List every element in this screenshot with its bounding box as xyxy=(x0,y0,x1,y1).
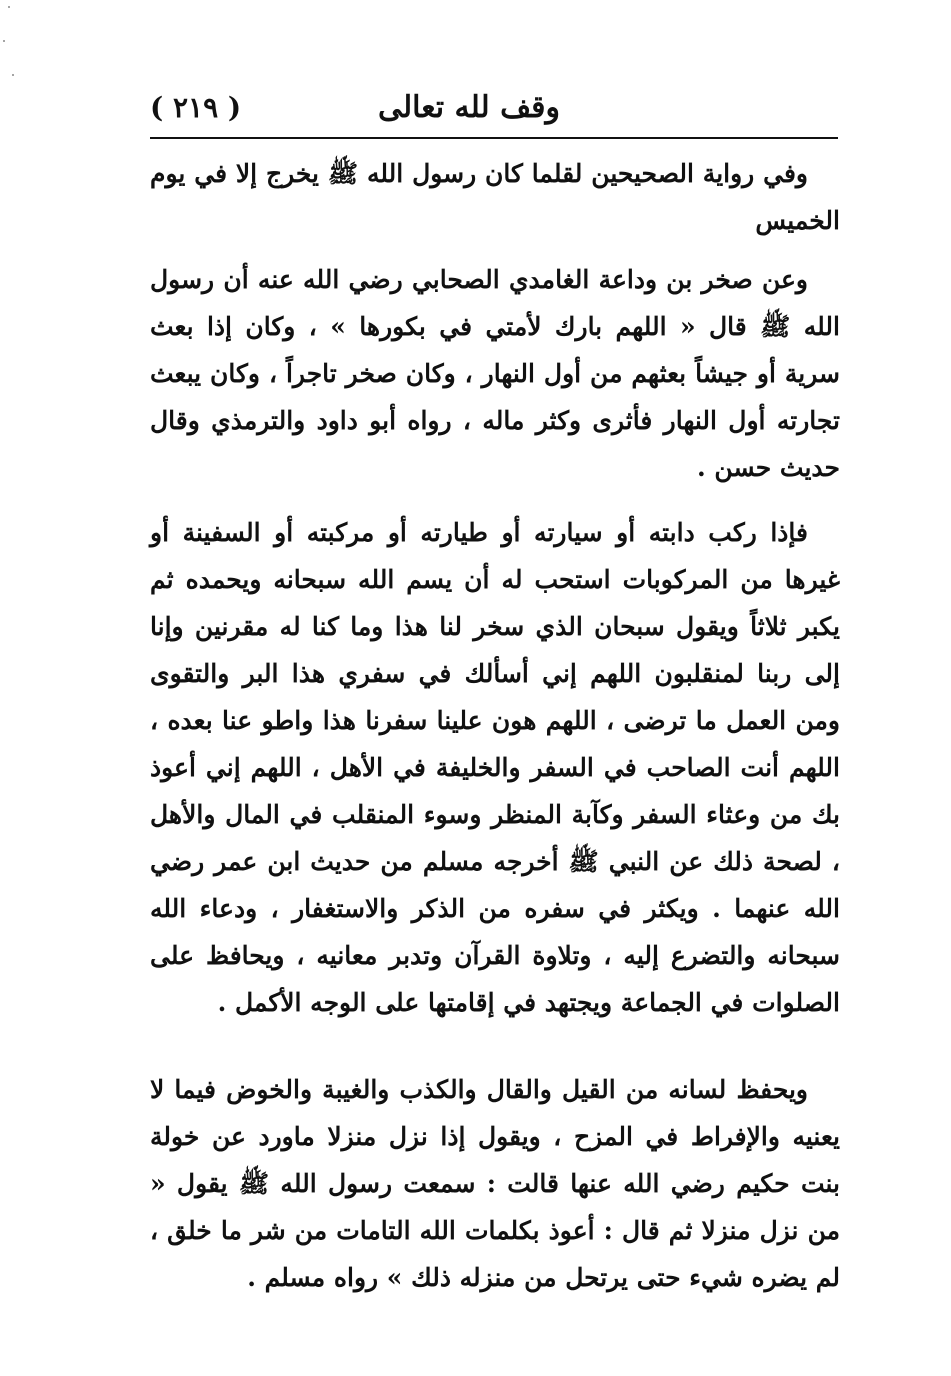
header-rule xyxy=(150,137,838,139)
paragraph-2: وعن صخر بن وداعة الغامدي الصحابي رضي الله عنه أن رسول الله ﷺ قال « اللهم بارك لأمتي في بكورها » ، وكان إذا بعث سرية أو جيشاً بعثهم من أول النهار ، وكان صخر تاجراً ، وكان يبعث تجارته أول النهار فأثرى وكثر ماله ، رواه أبو داود والترمذي وقال حديث حسن . xyxy=(150,265,840,482)
paragraph-3: فإذا ركب دابته أو سيارته أو طيارته أو مركبته أو السفينة أو غيرها من المركوبات استحب له أن يسم الله سبحانه ويحمده ثم يكبر ثلاثاً ويقول سبحان الذي سخر لنا هذا وما كنا له مقرنين وإنا إلى ربنا لمنقلبون اللهم إني أسألك في سفري هذا البر والتقوى ومن العمل ما ترضى ، اللهم هون علينا سفرنا هذا واطو عنا بعده ، اللهم أنت الصاحب في السفر والخليفة في الأهل ، اللهم إني أعوذ بك من وعثاء السفر وكآبة المنظر وسوء المنقلب في المال والأهل ، لصحة ذلك عن النبي ﷺ أخرجه مسلم من حديث ابن عمر رضي الله عنهما . ويكثر في سفره من الذكر والاستغفار ، ودعاء الله سبحانه والتضرع إليه ، وتلاوة القرآن وتدبر معانيه ، ويحافظ على الصلوات في الجماعة ويجتهد في إقامتها على الوجه الأكمل . xyxy=(150,518,840,1017)
paragraph-1: وفي رواية الصحيحين لقلما كان رسول الله ﷺ يخرج إلا في يوم الخميس xyxy=(150,159,840,235)
page-header xyxy=(150,88,830,132)
body-text xyxy=(150,150,840,1301)
paragraph-4: ويحفظ لسانه من القيل والقال والكذب والغيبة والخوض فيما لا يعنيه والإفراط في المزح ، ويقول إذا نزل منزلا ماورد عن خولة بنت حكيم رضي الله عنها قالت : سمعت رسول الله ﷺ يقول « من نزل منزلا ثم قال : أعوذ بكلمات الله التامات من شر ما خلق ، لم يضره شيء حتى يرتحل من منزله ذلك » رواه مسلم . xyxy=(150,1075,840,1292)
page-number: ( ٢١٩ ) xyxy=(150,91,242,124)
running-title: وقف لله تعالى xyxy=(377,90,560,125)
scan-speck xyxy=(12,74,14,76)
scan-speck xyxy=(8,6,10,8)
scan-speck xyxy=(3,40,5,42)
